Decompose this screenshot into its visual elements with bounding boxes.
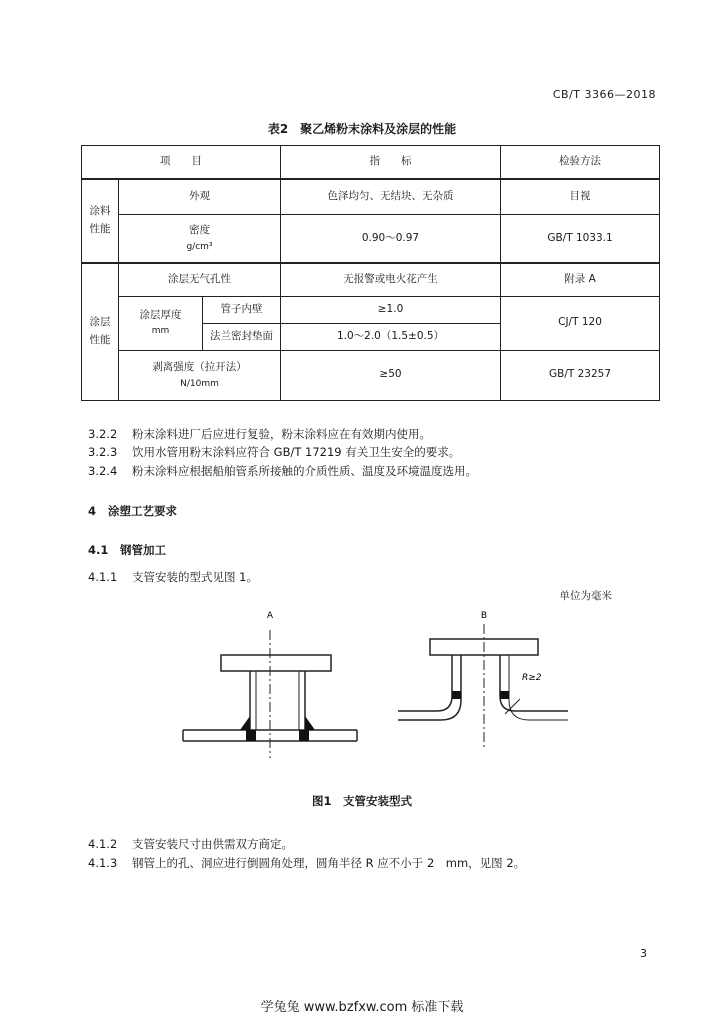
paragraph-4-1-3: [88, 855, 525, 871]
paragraph-3-2-2: [88, 426, 431, 442]
thickness-unit: mm: [151, 326, 170, 337]
thickness-label: 涂层厚度: [139, 308, 182, 321]
section-number: 4: [88, 504, 97, 518]
figure-b-label: B: [480, 611, 488, 621]
density-label: 密度: [189, 224, 210, 237]
paragraph-3-2-3: [88, 444, 460, 460]
section-title: 钢管加工: [120, 543, 166, 557]
clause-text: 钢管上的孔、洞应进行倒圆角处理，圆角半径 R 应不小于 2 mm，见图 2。: [132, 856, 526, 870]
clause-number: 4.1.3: [88, 856, 118, 870]
group-layer-properties: 涂层性能: [82, 263, 119, 401]
header-item: 项 目: [82, 146, 281, 179]
figure-a-welds: [240, 716, 315, 741]
paragraph-3-2-4: [88, 463, 477, 479]
figure-caption: 图1 支管安装型式: [311, 794, 412, 808]
cell-appearance-method: 目视: [501, 179, 660, 215]
cell-peel-method: GB/T 23257: [501, 350, 660, 400]
cell-pinhole-method: 附录 A: [501, 263, 660, 296]
standard-code: CB/T 3366—2018: [552, 88, 656, 101]
cell-appearance-item: 外观: [119, 179, 281, 215]
cell-density-item: [119, 215, 281, 263]
clause-text: 支管安装尺寸由供需双方商定。: [132, 837, 293, 851]
cell-density-method: GB/T 1033.1: [501, 215, 660, 263]
clause-text: 饮用水管用粉末涂料应符合 GB/T 17219 有关卫生安全的要求。: [132, 445, 461, 459]
clause-text: 粉末涂料应根据船舶管系所接触的介质性质、温度及环境温度选用。: [132, 464, 477, 478]
cell-thickness-sub1: 管子内壁: [203, 296, 281, 323]
cell-thickness-item: [119, 296, 203, 350]
cell-pinhole-item: 涂层无气孔性: [119, 263, 281, 296]
figure-a-label: A: [266, 611, 274, 621]
radius-annotation: R≥2: [522, 673, 542, 683]
cell-density-index: 0.90～0.97: [281, 215, 501, 263]
peel-unit: N/10mm: [180, 378, 219, 389]
figure-a-drawing: [183, 630, 357, 758]
properties-table: [81, 145, 660, 401]
header-index: 指 标: [281, 146, 501, 179]
clause-text: 支管安装的型式见图 1。: [132, 570, 258, 584]
page-number: 3: [640, 947, 647, 960]
cell-pinhole-index: 无报警或电火花产生: [281, 263, 501, 296]
cell-peel-index: ≥50: [281, 350, 501, 400]
peel-label: 剥离强度（拉开法）: [152, 360, 247, 373]
paragraph-4-1-1: [88, 569, 258, 585]
figure-b-drawing: [398, 624, 568, 750]
group-coating-properties: 涂料性能: [82, 179, 119, 263]
clause-text: 粉末涂料进厂后应进行复验，粉末涂料应在有效期内使用。: [132, 427, 431, 441]
table-title: 表2 聚乙烯粉末涂料及涂层的性能: [267, 122, 457, 136]
branch-pipe-figure: [0, 600, 724, 790]
section-title: 涂塑工艺要求: [108, 504, 177, 518]
clause-number: 3.2.4: [88, 464, 118, 478]
cell-thickness-method: CJ/T 120: [501, 296, 660, 350]
cell-appearance-index: 色泽均匀、无结块、无杂质: [281, 179, 501, 215]
cell-thickness-value1: ≥1.0: [281, 296, 501, 323]
section-number: 4.1: [88, 543, 109, 557]
clause-number: 3.2.3: [88, 445, 118, 459]
cell-peel-item: [119, 350, 281, 400]
section-4-heading: [88, 503, 177, 519]
clause-number: 3.2.2: [88, 427, 118, 441]
cell-thickness-value2: 1.0～2.0（1.5±0.5）: [281, 323, 501, 350]
clause-number: 4.1.1: [88, 570, 118, 584]
figure-b-seals: [452, 691, 509, 699]
header-method: 检验方法: [501, 146, 660, 179]
unit-note: 单位为毫米: [559, 590, 612, 602]
density-unit: g/cm³: [186, 241, 213, 252]
footer-watermark: 学兔兔 www.bzfxw.com 标准下载: [260, 1000, 464, 1015]
section-4-1-heading: [88, 542, 166, 558]
cell-thickness-sub2: 法兰密封垫面: [203, 323, 281, 350]
paragraph-4-1-2: [88, 836, 293, 852]
clause-number: 4.1.2: [88, 837, 118, 851]
